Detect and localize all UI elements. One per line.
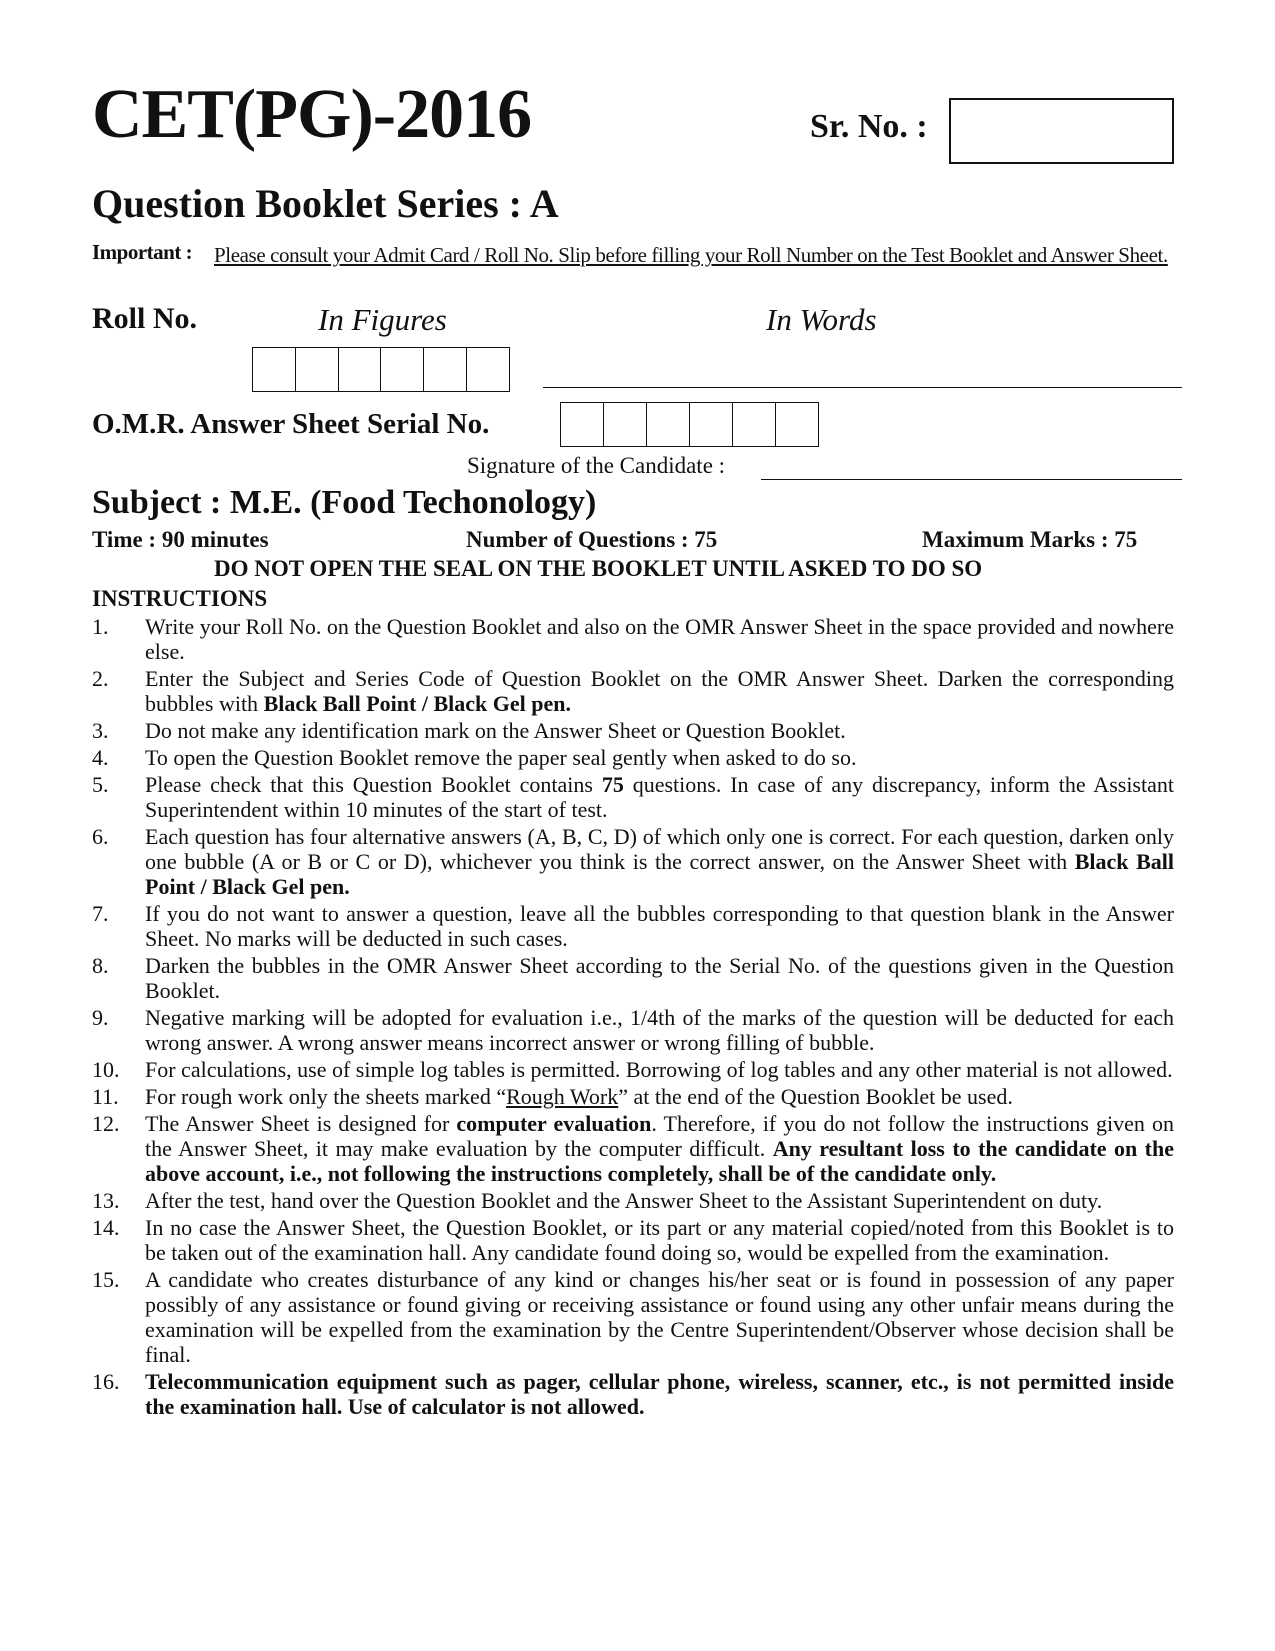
- seal-notice: DO NOT OPEN THE SEAL ON THE BOOKLET UNTIL ASKED TO DO SO: [214, 556, 983, 581]
- instruction-text-part: questions. In case of any discrepancy, inform the Assistant Superintendent within 10 minutes of the start of test.: [145, 772, 1174, 822]
- digit-box[interactable]: [733, 403, 776, 446]
- instruction-text-part: Enter the Subject and Series Code of Question Booklet on the OMR Answer Sheet. Darken the corresponding bubbles with: [145, 666, 1174, 716]
- important-label: Important :: [92, 240, 193, 264]
- instruction-text: [145, 745, 1174, 770]
- instruction-text: [145, 1084, 1174, 1109]
- digit-box[interactable]: [647, 403, 690, 446]
- instruction-number: 13.: [92, 1188, 120, 1213]
- serial-number-box[interactable]: [949, 98, 1174, 164]
- digit-box[interactable]: [339, 348, 382, 391]
- instruction-text: [145, 953, 1174, 1003]
- instruction-item: [92, 1084, 1174, 1109]
- instruction-item: [92, 953, 1174, 1003]
- instruction-text-part: For rough work only the sheets marked “: [145, 1084, 507, 1109]
- instruction-text-part: Do not make any identification mark on the Answer Sheet or Question Booklet.: [145, 718, 846, 743]
- instruction-number: 16.: [92, 1369, 120, 1394]
- instruction-text: [145, 1057, 1174, 1082]
- instruction-number: 7.: [92, 901, 109, 926]
- instruction-text-part: . Therefore, if you do not follow the instructions given on the Answer Sheet, it may make evaluation by the computer difficult.: [145, 1111, 1174, 1161]
- instruction-item: [92, 901, 1174, 951]
- instruction-number: 15.: [92, 1267, 120, 1292]
- instruction-number: 5.: [92, 772, 109, 797]
- roll-number-figure-boxes[interactable]: [252, 347, 510, 392]
- instruction-item: [92, 824, 1174, 899]
- instruction-text: [145, 1215, 1174, 1265]
- instruction-text-part: ” at the end of the Question Booklet be used.: [618, 1084, 1013, 1109]
- question-count-info: Number of Questions : 75: [466, 527, 718, 552]
- instruction-item: [92, 1111, 1174, 1186]
- roll-number-words-line[interactable]: [543, 387, 1182, 388]
- instruction-item: [92, 1369, 1174, 1419]
- instruction-text-part: 75: [601, 772, 624, 797]
- booklet-series: Question Booklet Series : A: [92, 181, 559, 226]
- instruction-item: [92, 1005, 1174, 1055]
- instruction-text-part: computer evaluation: [456, 1111, 652, 1136]
- instruction-number: 4.: [92, 745, 109, 770]
- instructions-list: [92, 614, 1174, 1421]
- instruction-number: 8.: [92, 953, 109, 978]
- max-marks-info: Maximum Marks : 75: [922, 527, 1138, 552]
- instruction-text: [145, 1188, 1174, 1213]
- instructions-heading: INSTRUCTIONS: [92, 586, 268, 611]
- subject-heading: Subject : M.E. (Food Techonology): [92, 484, 597, 521]
- omr-serial-label: O.M.R. Answer Sheet Serial No.: [92, 408, 490, 440]
- instruction-number: 14.: [92, 1215, 120, 1240]
- instruction-text-part: Please check that this Question Booklet contains: [145, 772, 602, 797]
- important-note: Please consult your Admit Card / Roll No. Slip before filling your Roll Number on the Test Booklet and Answer Sheet.: [214, 243, 1168, 267]
- instruction-text: [145, 1369, 1174, 1419]
- in-figures-label: In Figures: [318, 302, 447, 337]
- in-words-label: In Words: [766, 302, 877, 337]
- digit-box[interactable]: [467, 348, 509, 391]
- instruction-text-part: Any resultant loss to the candidate on the above account, i.e., not following the instructions completely, shall be of the candidate only.: [145, 1136, 1174, 1186]
- digit-box[interactable]: [296, 348, 339, 391]
- instruction-item: [92, 1215, 1174, 1265]
- instruction-text-part: Negative marking will be adopted for evaluation i.e., 1/4th of the marks of the question will be deducted for each wrong answer. A wrong answer means incorrect answer or wrong filling of bubble.: [145, 1005, 1174, 1055]
- instruction-text-part: For calculations, use of simple log tables is permitted. Borrowing of log tables and any other material is not allowed.: [145, 1057, 1173, 1082]
- instruction-item: [92, 772, 1174, 822]
- digit-box[interactable]: [381, 348, 424, 391]
- instruction-text-part: Telecommunication equipment such as pager, cellular phone, wireless, scanner, etc., is not permitted inside the examination hall. Use of calculator is not allowed.: [145, 1369, 1174, 1419]
- signature-line[interactable]: [761, 479, 1182, 480]
- instruction-item: [92, 745, 1174, 770]
- digit-box[interactable]: [690, 403, 733, 446]
- digit-box[interactable]: [424, 348, 467, 391]
- instruction-text: [145, 666, 1174, 716]
- omr-serial-boxes[interactable]: [560, 402, 819, 447]
- instruction-text-part: After the test, hand over the Question Booklet and the Answer Sheet to the Assistant Superintendent on duty.: [145, 1188, 1103, 1213]
- instruction-text: [145, 1005, 1174, 1055]
- digit-box[interactable]: [561, 403, 604, 446]
- instruction-number: 2.: [92, 666, 109, 691]
- time-info: Time : 90 minutes: [92, 527, 269, 552]
- instruction-number: 10.: [92, 1057, 120, 1082]
- instruction-text: [145, 901, 1174, 951]
- serial-number-label: Sr. No. :: [810, 108, 928, 145]
- instruction-item: [92, 666, 1174, 716]
- instruction-item: [92, 1057, 1174, 1082]
- roll-number-label: Roll No.: [92, 302, 197, 335]
- instruction-text-part: Each question has four alternative answers (A, B, C, D) of which only one is correct. For each question, darken only one bubble (A or B or C or D), whichever you think is the correct answer, on the Answer Sheet with: [145, 824, 1174, 874]
- instruction-text-part: Write your Roll No. on the Question Booklet and also on the OMR Answer Sheet in the space provided and nowhere else.: [145, 614, 1174, 664]
- instruction-text-part: A candidate who creates disturbance of any kind or changes his/her seat or is found in possession of any paper possibly of any assistance or found giving or receiving assistance or found using any other unfair means during the examination will be expelled from the examination by the Centre Superintendent/Observer whose decision shall be final.: [145, 1267, 1174, 1367]
- instruction-number: 12.: [92, 1111, 120, 1136]
- instruction-text: [145, 614, 1174, 664]
- instruction-text-part: The Answer Sheet is designed for: [145, 1111, 457, 1136]
- instruction-number: 9.: [92, 1005, 109, 1030]
- digit-box[interactable]: [776, 403, 818, 446]
- digit-box[interactable]: [253, 348, 296, 391]
- instruction-number: 3.: [92, 718, 109, 743]
- instruction-text: [145, 772, 1174, 822]
- instruction-item: [92, 1188, 1174, 1213]
- instruction-text: [145, 718, 1174, 743]
- instruction-item: [92, 718, 1174, 743]
- digit-box[interactable]: [604, 403, 647, 446]
- instruction-number: 1.: [92, 614, 109, 639]
- instruction-number: 11.: [92, 1084, 119, 1109]
- instruction-text-part: Rough Work: [506, 1084, 619, 1109]
- instruction-text-part: If you do not want to answer a question, leave all the bubbles corresponding to that question blank in the Answer Sheet. No marks will be deducted in such cases.: [145, 901, 1174, 951]
- exam-title: CET(PG)-2016: [92, 76, 532, 153]
- instruction-text-part: Black Ball Point / Black Gel pen.: [263, 691, 571, 716]
- instruction-text-part: To open the Question Booklet remove the paper seal gently when asked to do so.: [145, 745, 857, 770]
- instruction-text-part: Darken the bubbles in the OMR Answer Sheet according to the Serial No. of the questions given in the Question Booklet.: [145, 953, 1174, 1003]
- instruction-item: [92, 614, 1174, 664]
- signature-label: Signature of the Candidate :: [467, 453, 726, 478]
- instruction-text: [145, 1111, 1174, 1186]
- instruction-text-part: Black Ball Point / Black Gel pen.: [145, 849, 1175, 899]
- instruction-text: [145, 1267, 1174, 1367]
- instruction-text: [145, 824, 1174, 899]
- instruction-item: [92, 1267, 1174, 1367]
- instruction-text-part: In no case the Answer Sheet, the Question Booklet, or its part or any material copied/noted from this Booklet is to be taken out of the examination hall. Any candidate found doing so, would be expelled from the examination.: [145, 1215, 1174, 1265]
- instruction-number: 6.: [92, 824, 109, 849]
